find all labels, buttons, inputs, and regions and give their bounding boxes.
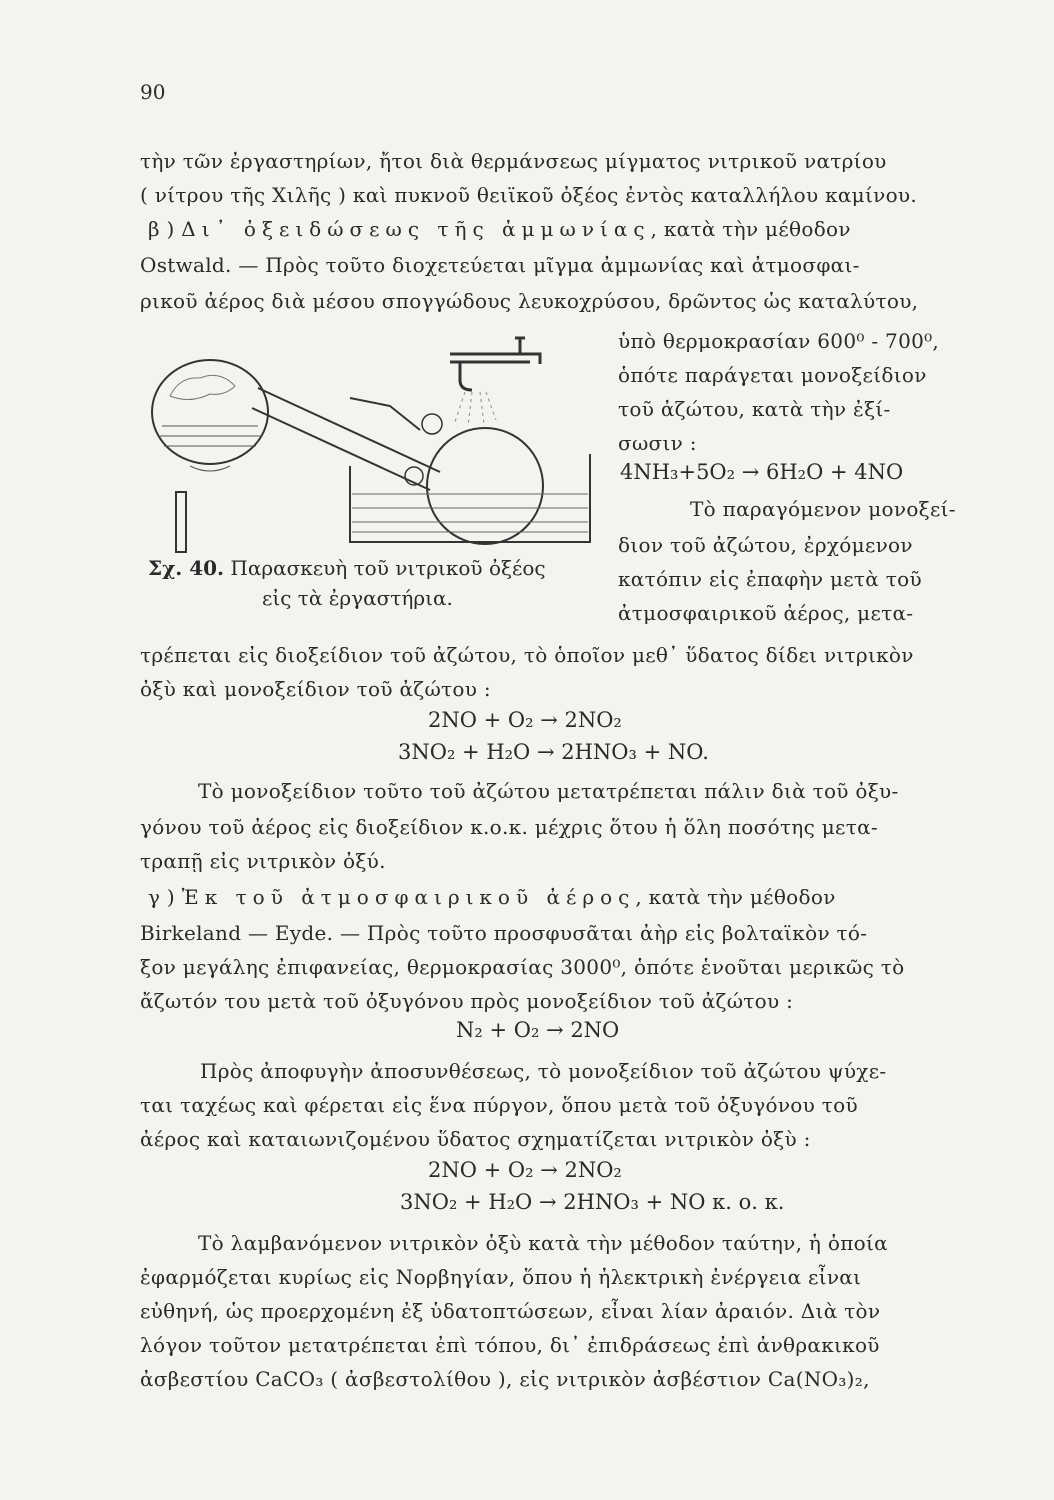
figure-caption-line: Παρασκευὴ τοῦ νιτρικοῦ ὀξέος <box>230 556 546 580</box>
flame <box>190 466 230 471</box>
text-line: ὁπότε παράγεται μονοξείδιον <box>618 363 927 387</box>
text-line: ὑπὸ θερμοκρασίαν 600⁰ - 700⁰, <box>618 329 940 353</box>
equation-no-oxidation: 2NO + O₂ → 2NO₂ <box>428 708 622 732</box>
text-line: ται ταχέως καὶ φέρεται εἰς ἕνα πύργον, ὅπου μετὰ τοῦ ὀξυγόνου τοῦ <box>140 1093 858 1117</box>
delivery-tube <box>350 398 420 430</box>
section-heading-b <box>148 214 990 244</box>
text-line: Πρὸς ἀποφυγὴν ἀποσυνθέσεως, τὸ μονοξείδιον τοῦ ἀζώτου ψύχε- <box>200 1059 887 1083</box>
text-line: Τὸ λαμβανόμενον νιτρικὸν ὀξὺ κατὰ τὴν μέθοδον ταύτην, ἡ ὁποία <box>198 1231 888 1255</box>
text-line: εὐθηνή, ὡς προερχομένη ἐξ ὑδατοπτώσεων, εἶναι λίαν ἀραιόν. Διὰ τὸν <box>140 1299 881 1323</box>
receiver-flask <box>427 428 543 544</box>
text-fragment: , κατὰ τὴν μέθοδον <box>635 885 836 909</box>
text-line: ἐφαρμόζεται κυρίως εἰς Νορβηγίαν, ὅπου ἡ ἠλεκτρικὴ ἐνέργεια εἶναι <box>140 1265 862 1289</box>
retort-neck <box>252 388 440 490</box>
text-line: τοῦ ἀζώτου, κατὰ τὴν ἐξί- <box>618 397 891 421</box>
section-marker: γ ) <box>148 885 182 909</box>
faucet <box>450 354 540 390</box>
text-line: Ostwald. — Πρὸς τοῦτο διοχετεύεται μῖγμα ἀμμωνίας καὶ ἀτμοσφαι- <box>140 253 860 277</box>
text-line: τρέπεται εἰς διοξείδιον τοῦ ἀζώτου, τὸ ὁποῖον μεθ᾽ ὕδατος δίδει νιτρικὸν <box>140 643 914 667</box>
faucet-handle <box>515 338 525 354</box>
equation-nitric-acid: 3NO₂ + H₂O → 2HNO₃ + NO. <box>398 740 709 764</box>
section-marker: β ) <box>148 217 182 241</box>
text-line: ἀτμοσφαιρικοῦ ἀέρος, μετα- <box>618 601 914 625</box>
text-line: τραπῇ εἰς νιτρικὸν ὀξύ. <box>140 849 386 873</box>
text-line: ( νίτρου τῆς Χιλῆς ) καὶ πυκνοῦ θειϊκοῦ ὀξέος ἐντὸς καταλλήλου καμίνου. <box>140 183 918 207</box>
text-line: σωσιν : <box>618 431 697 455</box>
retort-contents <box>170 375 235 399</box>
text-line: γόνου τοῦ ἀέρος εἰς διοξείδιον κ.ο.κ. μέχρις ὅτου ἡ ὅλη ποσότης μετα- <box>140 815 878 839</box>
text-line: Τὸ μονοξείδιον τοῦτο τοῦ ἀζώτου μετατρέπεται πάλιν διὰ τοῦ ὀξυ- <box>198 779 899 803</box>
bath-water <box>352 494 588 532</box>
text-line: κατόπιν εἰς ἐπαφὴν μετὰ τοῦ <box>618 567 922 591</box>
figure-label: Σχ. 40. <box>148 556 225 580</box>
text-line: λόγον τοῦτον μετατρέπεται ἐπὶ τόπου, δι᾽ ἐπιδράσεως ἐπὶ ἀνθρακικοῦ <box>140 1333 880 1357</box>
text-line: ἀσβεστίου CaCO₃ ( ἀσβεστολίθου ), εἰς νιτρικὸν ἀσβέστιον Ca(NO₃)₂, <box>140 1367 870 1391</box>
retort-liquid <box>158 426 262 446</box>
text-fragment: , κατὰ τὴν μέθοδον <box>650 217 851 241</box>
water-bath <box>350 454 590 542</box>
equation-ammonia-oxidation: 4NH₃+5O₂ → 6H₂O + 4NO <box>620 460 904 484</box>
equation-no-oxidation: 2NO + O₂ → 2NO₂ <box>428 1158 622 1182</box>
text-line: ἄζωτόν του μετὰ τοῦ ὀξυγόνου πρὸς μονοξείδιον τοῦ ἀζώτου : <box>140 989 794 1013</box>
bubble <box>422 414 442 434</box>
section-title: Δι᾽ ὀξειδώσεως τῆς ἀμμωνίας <box>181 217 651 241</box>
equation-nitric-acid: 3NO₂ + H₂O → 2HNO₃ + NO κ. ο. κ. <box>400 1190 785 1214</box>
text-line: τὴν τῶν ἐργαστηρίων, ἤτοι διὰ θερμάνσεως μίγματος νιτρικοῦ νατρίου <box>140 149 887 173</box>
text-line: ξον μεγάλης ἐπιφανείας, θερμοκρασίας 3000⁰, ὁπότε ἑνοῦται μερικῶς τὸ <box>140 955 905 979</box>
text-line: Birkeland — Eyde. — Πρὸς τοῦτο προσφυσᾶται ἀὴρ εἰς βολταϊκὸν τό- <box>140 921 868 945</box>
water-spray <box>455 392 496 426</box>
text-line: ὀξὺ καὶ μονοξείδιον τοῦ ἀζώτου : <box>140 677 491 701</box>
figure-caption <box>148 556 546 580</box>
equation-arc-process: N₂ + O₂ → 2NO <box>456 1018 620 1042</box>
text-line: διον τοῦ ἀζώτου, ἐρχόμενον <box>618 533 913 557</box>
section-title: Ἐκ τοῦ ἀτμοσφαιρικοῦ ἀέρος <box>181 885 636 909</box>
section-heading-c <box>148 882 990 912</box>
burner <box>176 492 186 552</box>
text-line: Τὸ παραγόμενον μονοξεί- <box>690 497 956 521</box>
text-line: ἀέρος καὶ καταιωνιζομένου ὕδατος σχηματίζεται νιτρικὸν ὀξὺ : <box>140 1127 811 1151</box>
page-number: 90 <box>140 80 166 104</box>
figure-apparatus <box>140 326 610 560</box>
figure-caption-line: εἰς τὰ ἐργαστήρια. <box>262 586 453 610</box>
text-line: ρικοῦ ἀέρος διὰ μέσου σπογγώδους λευκοχρύσου, δρῶντος ὡς καταλύτου, <box>140 289 919 313</box>
